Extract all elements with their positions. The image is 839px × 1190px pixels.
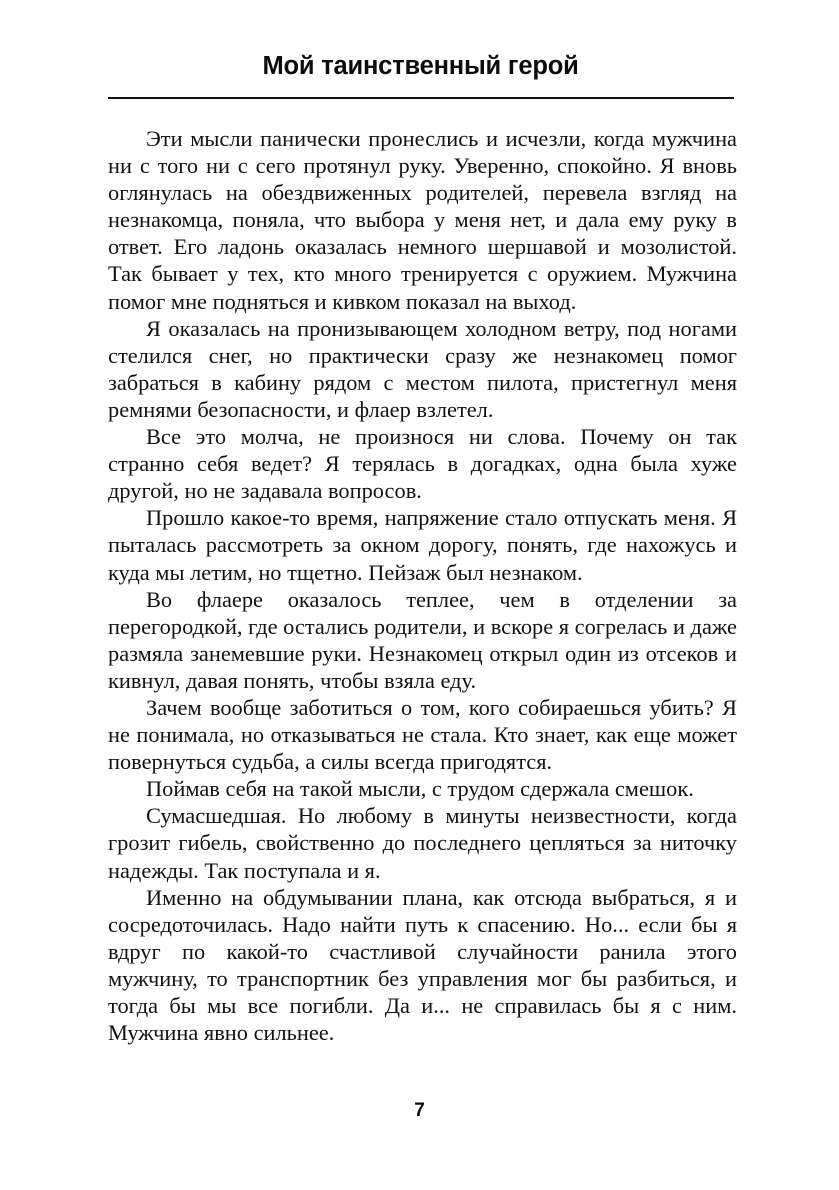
body-paragraph: Сумасшедшая. Но любому в минуты неизвестности, когда грозит гибель, свойственно до последнего цепляться за ниточку надежды. Так поступала и я. (108, 803, 737, 883)
body-paragraph: Эти мысли панически пронеслись и исчезли, когда мужчина ни с того ни с сего протянул руку. Уверенно, спокойно. Я вновь оглянулась на обездвиженных родителей, перевела взгляд на незнакомца, поняла, что выбора у меня нет, и дала ему руку в ответ. Его ладонь оказалась немного шершавой и мозолистой. Так бывает у тех, кто много тренируется с оружием. Мужчина помог мне подняться и кивком показал на выход. (108, 126, 737, 314)
body-paragraph: Все это молча, не произнося ни слова. Почему он так странно себя ведет? Я терялась в догадках, одна была хуже другой, но не задавала вопросов. (108, 424, 737, 504)
body-text-column (108, 125, 737, 1046)
page-number: 7 (414, 1100, 425, 1121)
header-divider-rule (108, 97, 734, 99)
body-paragraph: Во флаере оказалось теплее, чем в отделении за перегородкой, где остались родители, и вскоре я согрелась и даже размяла занемевшие руки. Незнакомец открыл один из отсеков и кивнул, давая понять, чтобы взяла еду. (108, 586, 737, 693)
body-paragraph: Поймав себя на такой мысли, с трудом сдержала смешок. (146, 776, 694, 802)
body-paragraph: Именно на обдумывании плана, как отсюда выбраться, я и сосредоточилась. Надо найти путь к спасению. Но... если бы я вдруг по какой-то счастливой случайности ранила этого мужчину, то транспортник без управления мог бы разбиться, и тогда бы мы все погибли. Да и... не справилась бы я с ним. Мужчина явно сильнее. (108, 884, 737, 1046)
body-paragraph: Зачем вообще заботиться о том, кого собираешься убить? Я не понимала, но отказываться не стала. Кто знает, как еще может повернуться судьба, а силы всегда пригодятся. (108, 694, 737, 775)
body-paragraph: Я оказалась на пронизывающем холодном ветру, под ногами стелился снег, но практически сразу же незнакомец помог забраться в кабину рядом с местом пилота, пристегнул меня ремнями безопасности, и флаер взлетел. (108, 315, 737, 422)
running-head-title: Мой таинственный герой (262, 52, 579, 80)
body-paragraph: Прошло какое-то время, напряжение стало отпускать меня. Я пыталась рассмотреть за окном дорогу, понять, где нахожусь и куда мы летим, но тщетно. Пейзаж был незнаком. (108, 505, 737, 585)
